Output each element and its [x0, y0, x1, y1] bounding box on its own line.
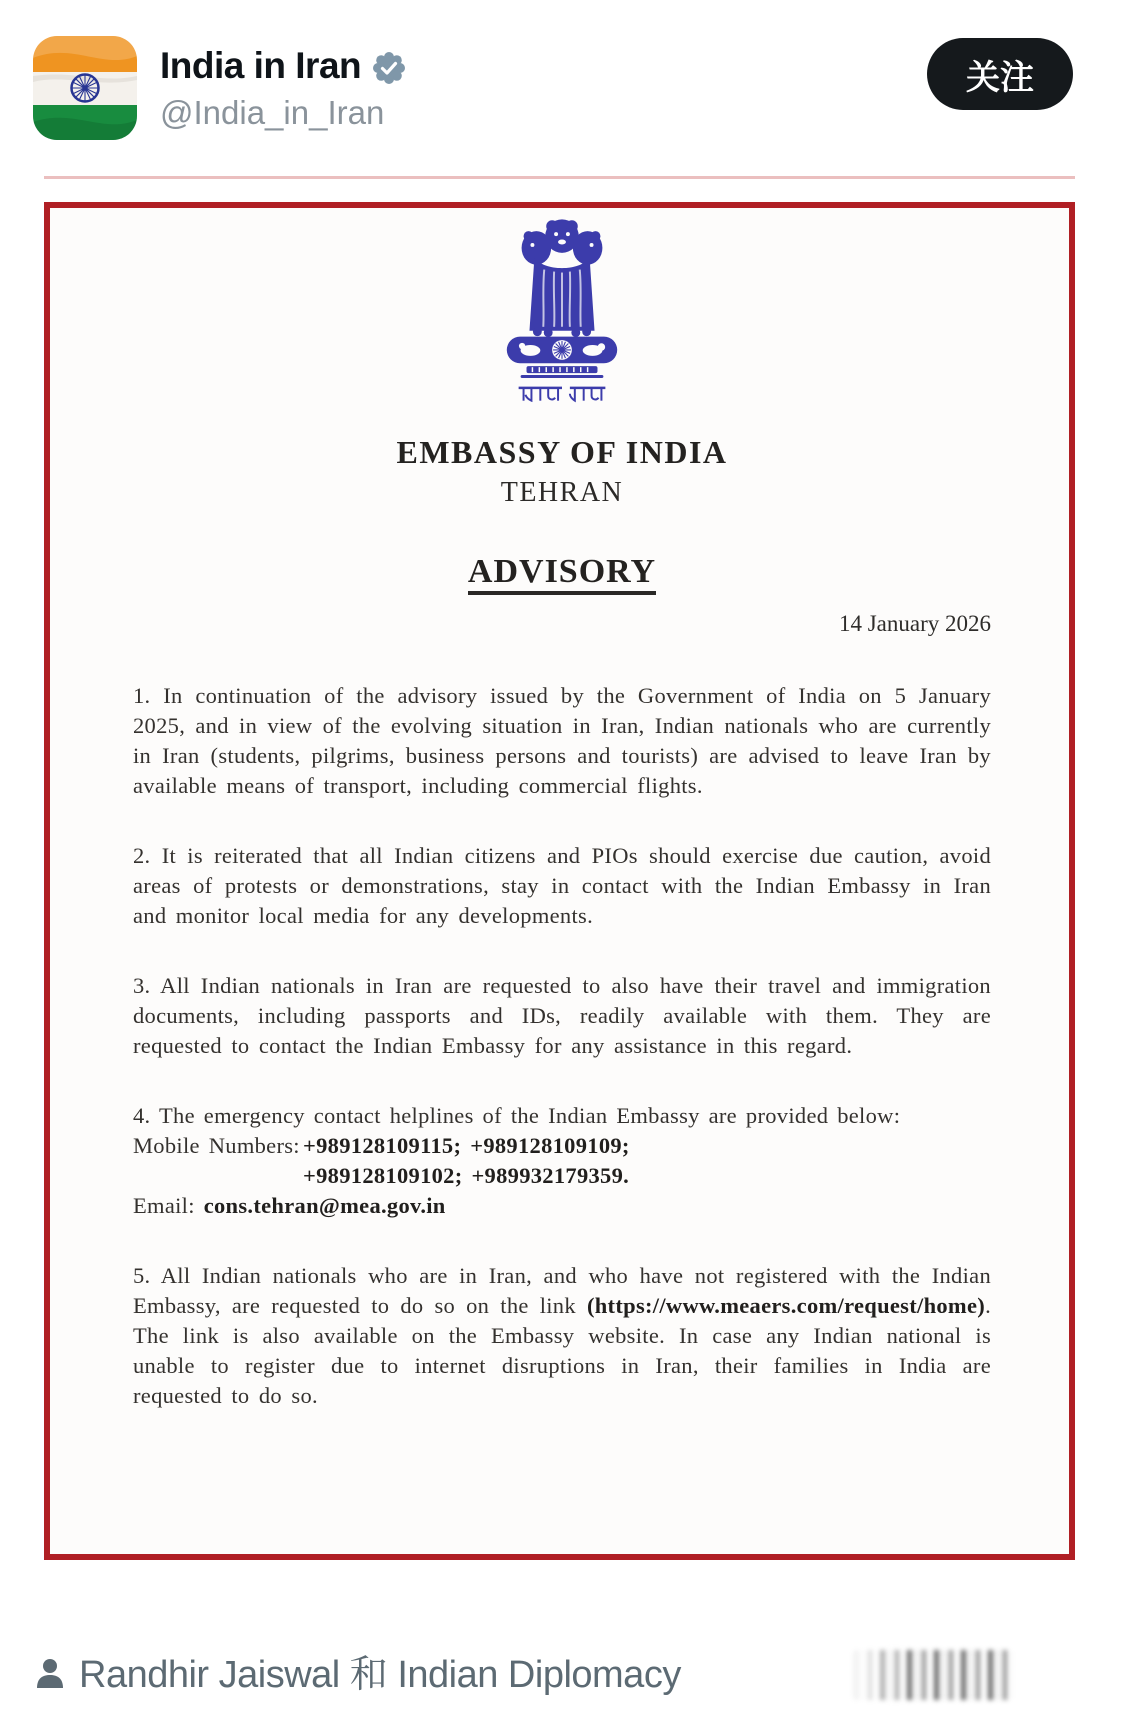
- person-icon: [33, 1656, 67, 1690]
- advisory-document-image[interactable]: [44, 202, 1075, 1560]
- document-date: 14 January 2026: [838, 611, 991, 636]
- email-label: Email:: [133, 1193, 204, 1218]
- mobile-numbers-line-2: [133, 1161, 991, 1191]
- document-body: [133, 681, 991, 1411]
- follow-button[interactable]: 关注: [927, 38, 1073, 110]
- paragraph-3: 3. All Indian nationals in Iran are requested to also have their travel and immigration documents, including passports and IDs, readily available with them. They are requested to contact the Indian Embassy for any assistance in this regard.: [133, 973, 991, 1058]
- paragraph-1: 1. In continuation of the advisory issued by the Government of India on 5 January 2025, and in view of the evolving situation in Iran, Indian nationals who are currently in Iran (students, pilgrims, business persons and tourists) are advised to leave Iran by available means of transport, including commercial flights.: [133, 683, 991, 798]
- mobile-numbers-2: +989128109102; +989932179359.: [303, 1163, 630, 1188]
- attribution-text[interactable]: Randhir Jaiswal 和 Indian Diplomacy: [79, 1654, 681, 1696]
- paragraph-5-text-2: . The link is also available on the Embassy website. In case any Indian national is unable to register due to internet disruptions in Iran, their families in India are requested to do so.: [133, 1293, 991, 1408]
- verified-badge-icon: [371, 50, 407, 86]
- embassy-city: TEHRAN: [500, 477, 624, 508]
- emblem-container: [133, 212, 991, 412]
- email-line: [133, 1191, 991, 1221]
- paragraph-5-text-1: 5. All Indian nationals who are in Iran, and who have not registered with the Indian Embassy, are requested to do so on the link: [133, 1263, 991, 1318]
- advisory-document-page: [50, 208, 1069, 1554]
- document-scan-artifact-line: [44, 176, 1075, 179]
- watermark: [853, 1650, 1013, 1700]
- mobile-numbers-1: +989128109115; +989128109109;: [303, 1133, 630, 1158]
- embassy-name: EMBASSY OF INDIA: [396, 434, 728, 470]
- paragraph-4: [133, 1101, 991, 1221]
- display-name[interactable]: India in Iran: [160, 45, 362, 86]
- registration-link: (https://www.meaers.com/request/home): [586, 1293, 986, 1318]
- mobile-numbers-line-1: [133, 1131, 991, 1161]
- tagged-accounts-row[interactable]: [33, 1643, 681, 1698]
- document-title-row: [133, 553, 991, 591]
- india-flag-image: [33, 36, 137, 140]
- email-address: cons.tehran@mea.gov.in: [203, 1193, 446, 1218]
- india-national-emblem-icon: [493, 212, 631, 408]
- paragraph-2: 2. It is reiterated that all Indian citizens and PIOs should exercise due caution, avoid areas of protests or demonstrations, stay in contact with the Indian Embassy in Iran and monitor local media for any developments.: [133, 843, 991, 928]
- helplines-intro: 4. The emergency contact helplines of the Indian Embassy are provided below:: [133, 1103, 901, 1128]
- profile-name-row: [160, 44, 407, 88]
- profile-handle: @India_in_Iran: [160, 94, 385, 131]
- profile-avatar-india-flag[interactable]: [33, 36, 137, 140]
- paragraph-5: [133, 1261, 991, 1411]
- document-title: ADVISORY: [468, 553, 656, 595]
- mobile-numbers-label: Mobile Numbers:: [133, 1133, 300, 1158]
